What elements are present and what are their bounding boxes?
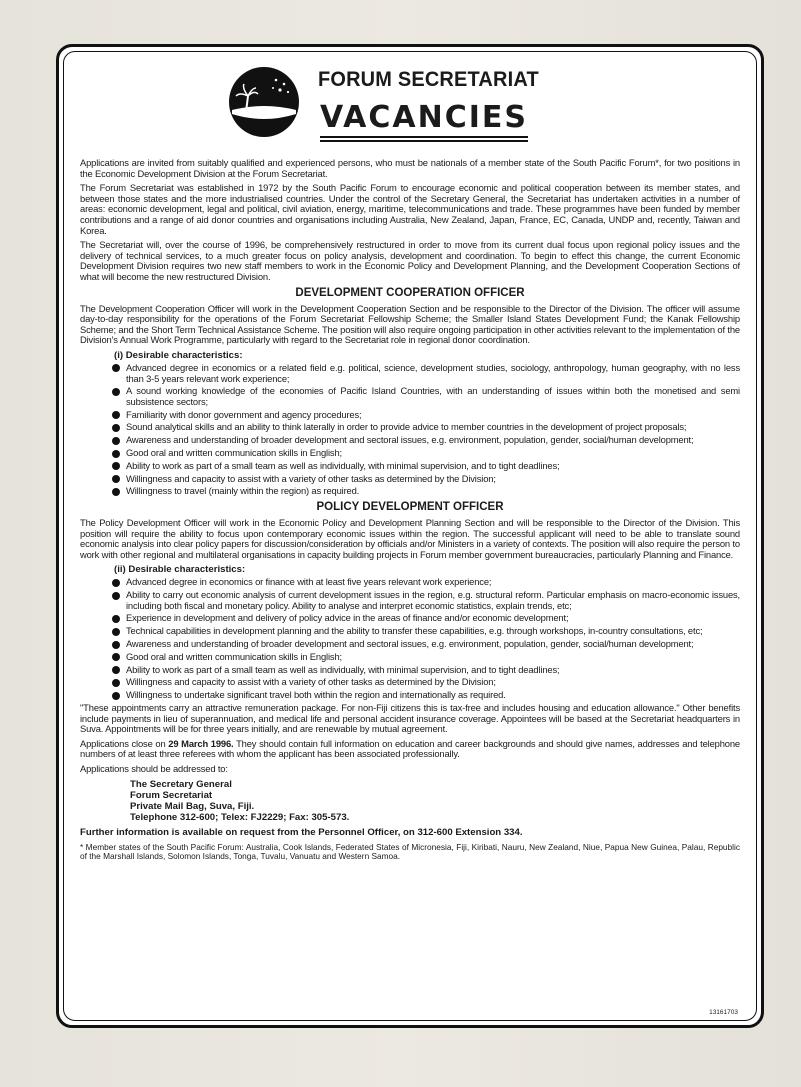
intro-paragraph-2: The Forum Secretariat was established in 1972 by the South Pacific Forum to encourage economic and political cooperation between its member states, and between those states and the more industrialised countries. Under the control of the Secretary General, the Secretariat has undertaken activities in a number of areas: economic development, legal and political, civil aviation, energy, maritime, telecommunications and trade. These programmes have been funded by member contributions and a range of aid donor countries and organisations including Australia, New Zealand, Japan, France, EC, Canada, UNDP and, recently, Taiwan and Korea. bbox=[80, 182, 740, 236]
list-item: Advanced degree in economics or finance with at least five years relevant work experience; bbox=[80, 577, 740, 588]
advertisement-inner-border bbox=[63, 51, 757, 1021]
position2-description: The Policy Development Officer will work in the Economic Policy and Development Planning Section and will be responsible to the Director of the Division. This position will require the ability to focus upon contemporary economic issues within the region. The successful applicant will need to be able to translate sound economic analysis into clear policy papers for discussion/consideration by officials and/or Ministers in a variety of contexts. The position will also require the person to work with other regional and multilateral organisations in capacity building projects in Forum member government bureaucracies, particularly Planning and Finance. bbox=[80, 516, 740, 560]
closing-suffix: They should contain full information on education and career backgrounds and should give names, addresses and telephone numbers of at least three referees with whom the applicant has been associated professionally. bbox=[80, 737, 740, 760]
position2-subheading: (ii) Desirable characteristics: bbox=[114, 564, 246, 576]
ad-header bbox=[80, 62, 740, 158]
forum-logo-icon bbox=[228, 66, 300, 138]
position1-description: The Development Cooperation Officer will work in the Development Cooperation Section and be responsible to the Director of the Division. The officer will assume day-to-day responsibility for the operations of the Forum Secretariat Fellowship Scheme; the Smaller Island States Development Fund; the Kanak Fellowship Scheme; and the Short Term Technical Assistance Scheme. The position will also require ongoing participation in other activities relevant to the implementation of the Division's Annual Work Programme, particularly with regard to the Secretariat role in regional donor coordination. bbox=[80, 302, 740, 346]
list-item: Willingness to undertake significant travel both within the region and internationally as required. bbox=[80, 690, 740, 701]
position1-title: DEVELOPMENT COOPERATION OFFICER bbox=[295, 286, 525, 299]
list-item: Technical capabilities in development planning and the ability to transfer these capabilities, e.g. through workshops, in-country consultations, etc; bbox=[80, 626, 740, 637]
mailing-address bbox=[130, 779, 740, 823]
page-title: VACANCIES bbox=[320, 100, 528, 138]
ad-reference-code: 13161703 bbox=[709, 1009, 738, 1016]
position1-subheading: (i) Desirable characteristics: bbox=[114, 349, 243, 361]
vacancy-advertisement bbox=[56, 44, 764, 1028]
position1-characteristics-list bbox=[80, 363, 740, 497]
list-item: Familiarity with donor government and agency procedures; bbox=[80, 410, 740, 421]
list-item: Good oral and written communication skills in English; bbox=[80, 448, 740, 459]
intro-paragraph-3: The Secretariat will, over the course of 1996, be comprehensively restructured in order to move from its current dual focus upon regional policy issues and the delivery of technical services, to a much greater focus on policy analysis, development and coordination. To begin to effect this change, the current Economic Development Division requires two new staff members to work in the Economic Policy and Development Planning, and the Development Cooperation Sections of what will become the new restructured Division. bbox=[80, 239, 740, 282]
address-line: The Secretary General bbox=[130, 778, 232, 790]
position2-title: POLICY DEVELOPMENT OFFICER bbox=[316, 500, 504, 513]
list-item: Awareness and understanding of broader development and sectoral issues, e.g. environment, population, gender, social/human development; bbox=[80, 435, 740, 446]
list-item: Experience in development and delivery of policy advice in the areas of finance and/or economic development; bbox=[80, 613, 740, 624]
position2-characteristics-list bbox=[80, 577, 740, 700]
list-item: Ability to carry out economic analysis of current development issues in the region, e.g. structural reform. Particular emphasis on macro-economic issues, including both fiscal and monetary policy. Ability to analyse and interpret economic statistics, explain trends, etc; bbox=[80, 590, 740, 611]
closing-prefix: Applications close on bbox=[80, 737, 169, 749]
member-states-footnote: * Member states of the South Pacific Forum: Australia, Cook Islands, Federated States of Micronesia, Fiji, Kiribati, Nauru, New Zealand, Niue, Papua New Guinea, Palau, Republic of the Marshall Islands, Solomon Islands, Tonga, Tuvalu, Vanuatu and Western Samoa. bbox=[80, 841, 740, 862]
address-line: Private Mail Bag, Suva, Fiji. bbox=[130, 800, 255, 812]
list-item: Advanced degree in economics or a related field e.g. political, science, development studies, sociology, anthropology, human geography, with no less than 3-5 years relevant work experience; bbox=[80, 363, 740, 384]
list-item: Sound analytical skills and an ability to think laterally in order to provide advice to member countries in the development of project proposals; bbox=[80, 422, 740, 433]
closing-date: 29 March 1996. bbox=[168, 737, 234, 749]
list-item: Ability to work as part of a small team as well as individually, with minimal supervision, and to tight deadlines; bbox=[80, 461, 740, 472]
intro-paragraph-1: Applications are invited from suitably qualified and experienced persons, who must be nationals of a member state of the South Pacific Forum*, for two positions in the Economic Development Division at the Forum Secretariat. bbox=[80, 157, 740, 179]
list-item: A sound working knowledge of the economies of Pacific Island Countries, with an understanding of issues within both the monetised and semi subsistence sectors; bbox=[80, 386, 740, 407]
address-line: Telephone 312-600; Telex: FJ2229; Fax: 305-573. bbox=[130, 811, 350, 823]
address-intro: Applications should be addressed to: bbox=[80, 762, 228, 774]
further-information: Further information is available on request from the Personnel Officer, on 312-600 Extension 334. bbox=[80, 826, 523, 838]
closing-paragraph bbox=[80, 739, 740, 760]
remuneration-paragraph: "These appointments carry an attractive remuneration package. For non-Fiji citizens this is tax-free and includes housing and education allowance." Other benefits include payments in lieu of superannuation, and medical life and personal accident insurance coverage. Appointees will be based at the Secretariat headquarters in Suva. Appointments will be for three years initially, and are renewable by mutual agreement. bbox=[80, 701, 740, 735]
list-item: Willingness and capacity to assist with a variety of other tasks as determined by the Division; bbox=[80, 677, 740, 688]
list-item: Willingness and capacity to assist with a variety of other tasks as determined by the Division; bbox=[80, 474, 740, 485]
list-item: Good oral and written communication skills in English; bbox=[80, 652, 740, 663]
list-item: Willingness to travel (mainly within the region) as required. bbox=[80, 486, 740, 497]
list-item: Awareness and understanding of broader development and sectoral issues, e.g. environment, population, gender, social/human development; bbox=[80, 639, 740, 650]
address-line: Forum Secretariat bbox=[130, 789, 213, 801]
org-name: FORUM SECRETARIAT bbox=[318, 68, 539, 91]
list-item: Ability to work as part of a small team as well as individually, with minimal supervision, and to tight deadlines; bbox=[80, 665, 740, 676]
